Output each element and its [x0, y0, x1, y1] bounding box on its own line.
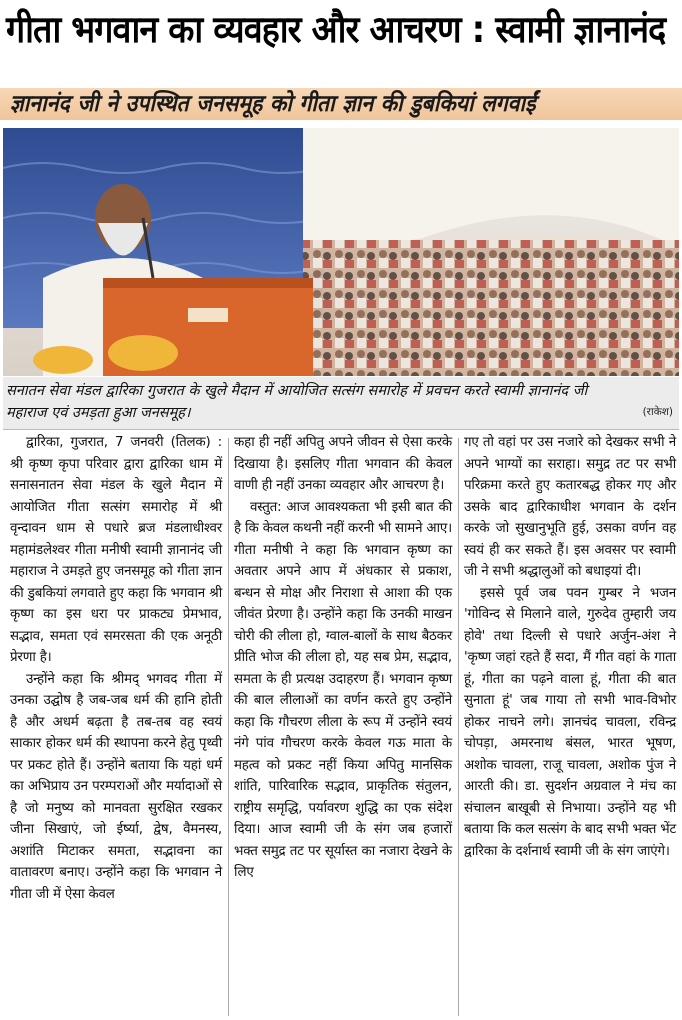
- column-divider: [228, 438, 229, 1016]
- paragraph: कहा ही नहीं अपितु अपने जीवन से ऐसा करके दिखाया है। इसलिए गीता भगवान की केवल वाणी ही नहीं उनका व्यवहार और आचरण है।: [234, 435, 452, 493]
- paragraph: द्वारिका, गुजरात, 7 जनवरी (तिलक) : श्री कृष्ण कृपा परिवार द्वारा द्वारिका धाम में सनासनातन सेवा मंडल के खुले मैदान में आयोजित गीता सत्संग समारोह में श्री वृन्दावन धाम से पधारे ब्रज मंडलाधीश्वर महामंडलेश्वर गीता मनीषी स्वामी ज्ञानानंद जी महाराज ने उमड़ते हुए जनसमूह को गीता ज्ञान की डुबकियां लगवाते हुए कहा कि भगवान श्री कृष्ण का इस धरा पर प्राकट्य प्रेमभाव, सद्भाव, समता एवं समरसता की एक अनूठी प्रेरणा है।: [10, 435, 222, 665]
- paragraph: वस्तुत: आज आवश्यकता भी इसी बात की है कि केवल कथनी नहीं करनी भी सामने आए। गीता मनीषी ने कहा कि भगवान कृष्ण का अवतार अपने आप में अंधकार से प्रकाश, बन्धन से मोक्ष और निराशा से आशा की एक जीवंत प्रेरणा है। उन्होंने कहा कि उनकी माखन चोरी की लीला हो, ग्वाल-बालों के साथ बैठकर प्रीति भोज की लीला हो, यह सब प्रेम, सद्भाव, समता के ही प्रत्यक्ष उदाहरण हैं। भगवान कृष्ण की बाल लीलाओं का वर्णन करते हुए उन्होंने कहा कि गौचरण लीला के रूप में उन्होंने स्वयं नंगे पांव गौचरण करके केवल गऊ माता के महत्व को प्रकट नहीं किया अपितु मानसिक शांति, पारिवारिक सद्भाव, प्राकृतिक संतुलन, राष्ट्रीय समृद्धि, पर्यावरण शुद्धि का एक संदेश दिया। आज स्वामी जी के संग जब हजारों भक्त समुद्र तट पर सूर्यास्त का नजारा देखने के लिए: [234, 499, 452, 880]
- headline: गीता भगवान का व्यवहार और आचरण : स्वामी ज्ञानानंद: [6, 8, 666, 51]
- article-column-1: [10, 432, 222, 1020]
- news-photo: [3, 128, 679, 376]
- paragraph: गए तो वहां पर उस नजारे को देखकर सभी ने अपने भाग्यों का सराहा। समुद्र तट पर सभी परिक्रमा करते हुए कतारबद्ध होकर गए और उसके बाद द्वारिकाधीश भगवान के दर्शन करके जो सुखानुभूति हुई, उसका वर्णन वह स्वयं ही कर सकते हैं। इस अवसर पर स्वामी जी ने सभी श्रद्धालुओं को बधाइयां दी।: [464, 435, 676, 579]
- subheadline-band: [0, 88, 682, 120]
- article-body: [0, 432, 682, 1020]
- paragraph: उन्होंने कहा कि श्रीमद् भगवद गीता में उनका उद्घोष है जब-जब धर्म की हानि होती है और अधर्म बढ़ता है तब-तब वह स्वयं साकार होकर धर्म की स्थापना करने हेतु पृथ्वी पर प्रकट होते हैं। उन्होंने बताया कि यहां धर्म का अभिप्राय उन परम्पराओं और मर्यादाओं से है जो मनुष्य को मानवता सुरक्षित रखकर जीना सिखाएं, जो ईर्ष्या, द्वेष, वैमनस्य, अशांति मिटाकर समता, सद्भावना का वातावरण बनाए। उन्होंने कहा कि भगवान ने गीता जी में ऐसा केवल: [10, 671, 222, 902]
- photo-caption: [3, 377, 679, 430]
- subheadline: ज्ञानानंद जी ने उपस्थित जनसमूह को गीता ज्ञान की डुबकियां लगवाईं: [10, 91, 536, 117]
- article-column-2: [234, 432, 452, 1020]
- photo-credit: (राकेश): [642, 406, 673, 418]
- caption-text: सनातन सेवा मंडल द्वारिका गुजरात के खुले मैदान में आयोजित सत्संग समारोह में प्रवचन करते स्वामी ज्ञानानंद जी महाराज एवं उमड़ता हुआ जनसमूह।: [6, 383, 588, 421]
- column-divider: [458, 438, 459, 1016]
- paragraph: इससे पूर्व जब पवन गुम्बर ने भजन 'गोविन्द से मिलाने वाले, गुरुदेव तुम्हारी जय होवे' तथा दिल्ली से पधारे अर्जुन-अंश ने 'कृष्ण जहां रहते हैं सदा, मैं गीत वहां के गाता हूं, गीता का पढ़ने वाला हूं, गीता की बात सुनाता हूं' जब गाया तो सभी भाव-विभोर होकर नाचने लगे। ज्ञानचंद चावला, रविन्द्र चोपड़ा, अमरनाथ बंसल, भारत भूषण, अशोक चावला, राजू चावला, अशोक पुंज ने आरती की। डा. सुदर्शन अग्रवाल ने मंच का संचालन बाखूबी से निभाया। उन्होंने यह भी बताया कि कल सत्संग के बाद सभी भक्त भेंट द्वारिका के दर्शनार्थ स्वामी जी के संग जाएंगे।: [464, 585, 676, 859]
- article-column-3: [464, 432, 676, 1020]
- headline-block: [0, 0, 682, 82]
